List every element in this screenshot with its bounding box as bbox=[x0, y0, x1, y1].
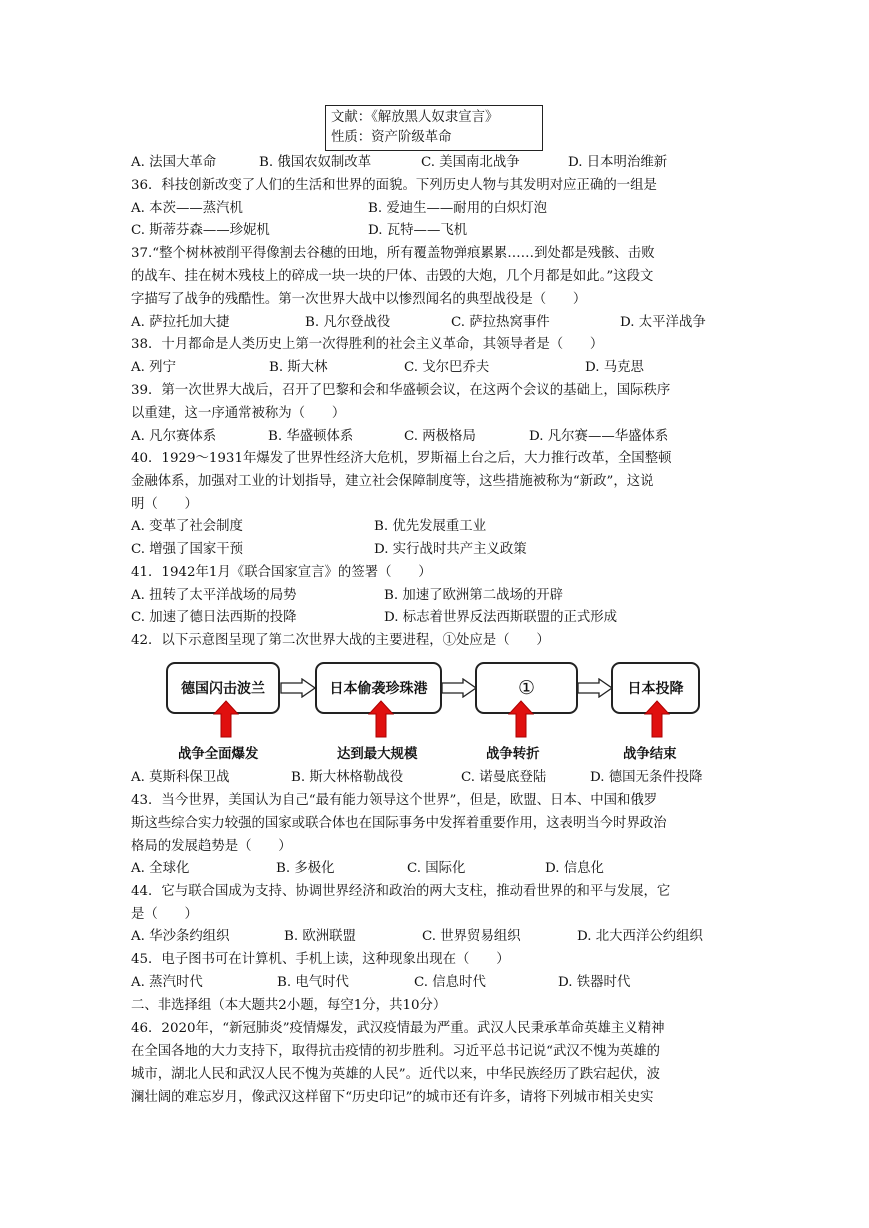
option-b: B. 多极化 bbox=[276, 861, 335, 876]
question-37-stem-line: 字描写了战争的残酷性。第一次世界大战中以惨烈闻名的典型战役是（ ） bbox=[131, 292, 587, 307]
option-a: A. 蒸汽时代 bbox=[131, 975, 203, 990]
question-46-stem-line: 在全国各地的大力支持下，取得抗击疫情的初步胜利。习近平总书记说“武汉不愧为英雄的 bbox=[131, 1044, 661, 1059]
option-d: D. 铁器时代 bbox=[558, 975, 631, 990]
option-d: D. 马克思 bbox=[585, 360, 644, 375]
option-d: D. 德国无条件投降 bbox=[590, 770, 703, 785]
option-b: B. 斯大林格勒战役 bbox=[291, 770, 404, 785]
option-b: B. 电气时代 bbox=[277, 975, 349, 990]
question-39-stem-line: 39．第一次世界大战后，召开了巴黎和会和华盛顿会议，在这两个会议的基础上，国际秩序 bbox=[131, 383, 671, 398]
question-44-stem-line: 44．它与联合国成为支持、协调世界经济和政治的两大支柱，推动看世界的和平与发展，它 bbox=[131, 884, 671, 899]
option-d: D. 日本明治维新 bbox=[568, 155, 668, 170]
option-a: A. 华沙条约组织 bbox=[131, 929, 230, 944]
option-a: A. 扭转了太平洋战场的局势 bbox=[131, 588, 297, 603]
option-a: A. 法国大革命 bbox=[131, 155, 217, 170]
right-arrow-icon bbox=[577, 678, 613, 698]
option-a: A. 萨拉托加大捷 bbox=[131, 315, 230, 330]
section-heading: 二、非选择组（本大题共2小题，每空1分，共10分） bbox=[131, 998, 447, 1013]
option-c: C. 戈尔巴乔夫 bbox=[404, 360, 490, 375]
question-37-stem-line: 的战车、挂在树木残枝上的碎成一块一块的尸体、击毁的大炮，几个月都是如此。”这段文 bbox=[131, 269, 654, 284]
option-c: C. 美国南北战争 bbox=[421, 155, 520, 170]
question-36-stem: 36．科技创新改变了人们的生活和世界的面貌。下列历史人物与其发明对应正确的一组是 bbox=[131, 178, 657, 193]
option-b: B. 华盛顿体系 bbox=[268, 429, 354, 444]
question-46-stem-line: 46．2020年，“新冠肺炎”疫情爆发，武汉疫情最为严重。武汉人民秉承革命英雄主义精神 bbox=[131, 1021, 665, 1036]
question-43-stem-line: 格局的发展趋势是（ ） bbox=[131, 839, 292, 854]
option-a: A. 本茨——蒸汽机 bbox=[131, 201, 243, 216]
question-38-stem: 38．十月都命是人类历史上第一次得胜利的社会主义革命，其领导者是（ ） bbox=[131, 337, 604, 352]
option-b: B. 俄国农奴制改革 bbox=[259, 155, 372, 170]
option-c: C. 两极格局 bbox=[404, 429, 476, 444]
diagram-label-2: 达到最大规模 bbox=[337, 747, 418, 762]
right-arrow-icon bbox=[441, 678, 477, 698]
option-a: A. 变革了社会制度 bbox=[131, 519, 243, 534]
option-b: B. 优先发展重工业 bbox=[374, 519, 487, 534]
option-c: C. 信息时代 bbox=[414, 975, 486, 990]
document-info-box bbox=[325, 105, 543, 151]
option-a: A. 全球化 bbox=[131, 861, 190, 876]
option-d: D. 凡尔赛——华盛体系 bbox=[529, 429, 669, 444]
option-d: D. 实行战时共产主义政策 bbox=[374, 542, 527, 557]
document-nature-line: 性质：资产阶级革命 bbox=[331, 130, 452, 145]
question-37-stem-line: 37.“整个树林被削平得像割去谷穗的田地，所有覆盖物弹痕累累……到处都是残骸、击败 bbox=[131, 246, 655, 261]
option-c: C. 萨拉热窝事件 bbox=[451, 315, 550, 330]
red-up-arrow-icon bbox=[368, 700, 394, 738]
option-a: A. 列宁 bbox=[131, 360, 176, 375]
question-40-stem-line: 40．1929～1931年爆发了世界性经济大危机，罗斯福上台之后，大力推行改革，全国整顿 bbox=[131, 451, 672, 466]
diagram-node-4: 日本投降 bbox=[611, 662, 700, 714]
question-46-stem-line: 澜壮阔的难忘岁月，像武汉这样留下“历史印记”的城市还有许多，请将下列城市相关史实 bbox=[131, 1090, 654, 1105]
question-42-stem: 42．以下示意图呈现了第二次世界大战的主要进程，①处应是（ ） bbox=[131, 633, 550, 648]
option-c: C. 斯蒂芬森——珍妮机 bbox=[131, 223, 270, 238]
option-d: D. 瓦特——飞机 bbox=[368, 223, 468, 238]
option-a: A. 莫斯科保卫战 bbox=[131, 770, 230, 785]
diagram-node-blank: ① bbox=[475, 662, 578, 714]
ww2-process-diagram bbox=[160, 656, 720, 768]
option-c: C. 增强了国家干预 bbox=[131, 542, 244, 557]
option-c: C. 国际化 bbox=[407, 861, 466, 876]
question-43-stem-line: 43．当今世界，美国认为自己“最有能力领导这个世界”，但是，欧盟、日本、中国和俄罗 bbox=[131, 793, 658, 808]
diagram-node-2: 日本偷袭珍珠港 bbox=[315, 662, 442, 714]
option-d: D. 信息化 bbox=[545, 861, 604, 876]
diagram-label-3: 战争转折 bbox=[486, 747, 540, 762]
diagram-label-1: 战争全面爆发 bbox=[178, 747, 259, 762]
option-d: D. 太平洋战争 bbox=[620, 315, 706, 330]
question-40-stem-line: 金融体系，加强对工业的计划指导，建立社会保障制度等，这些措施被称为“新政”，这说 bbox=[131, 474, 654, 489]
question-41-stem: 41．1942年1月《联合国家宣言》的签署（ ） bbox=[131, 565, 432, 580]
option-b: B. 爱迪生——耐用的白炽灯泡 bbox=[368, 201, 548, 216]
diagram-node-1: 德国闪击波兰 bbox=[166, 662, 280, 714]
option-c: C. 诺曼底登陆 bbox=[461, 770, 547, 785]
question-46-stem-line: 城市，湖北人民和武汉人民不愧为英雄的人民”。近代以来，中华民族经历了跌宕起伏，波 bbox=[131, 1067, 661, 1082]
question-40-stem-line: 明（ ） bbox=[131, 497, 198, 512]
option-b: B. 斯大林 bbox=[269, 360, 328, 375]
option-b: B. 加速了欧洲第二战场的开辟 bbox=[384, 588, 564, 603]
question-39-stem-line: 以重建，这一序通常被称为（ ） bbox=[131, 406, 346, 421]
red-up-arrow-icon bbox=[213, 700, 239, 738]
option-a: A. 凡尔赛体系 bbox=[131, 429, 217, 444]
option-c: C. 加速了德日法西斯的投降 bbox=[131, 610, 297, 625]
question-43-stem-line: 斯这些综合实力较强的国家或联合体也在国际事务中发挥着重要作用，这表明当今时界政治 bbox=[131, 816, 667, 831]
diagram-label-4: 战争结束 bbox=[623, 747, 677, 762]
question-44-stem-line: 是（ ） bbox=[131, 907, 198, 922]
red-up-arrow-icon bbox=[644, 700, 670, 738]
option-d: D. 标志着世界反法西斯联盟的正式形成 bbox=[384, 610, 618, 625]
option-c: C. 世界贸易组织 bbox=[422, 929, 521, 944]
right-arrow-icon bbox=[280, 678, 316, 698]
option-b: B. 欧洲联盟 bbox=[284, 929, 356, 944]
red-up-arrow-icon bbox=[508, 700, 534, 738]
option-b: B. 凡尔登战役 bbox=[305, 315, 391, 330]
document-title-line: 文献：《解放黑人奴隶宣言》 bbox=[331, 110, 499, 125]
option-d: D. 北大西洋公约组织 bbox=[577, 929, 703, 944]
question-45-stem: 45．电子图书可在计算机、手机上读，这种现象出现在（ ） bbox=[131, 952, 510, 967]
